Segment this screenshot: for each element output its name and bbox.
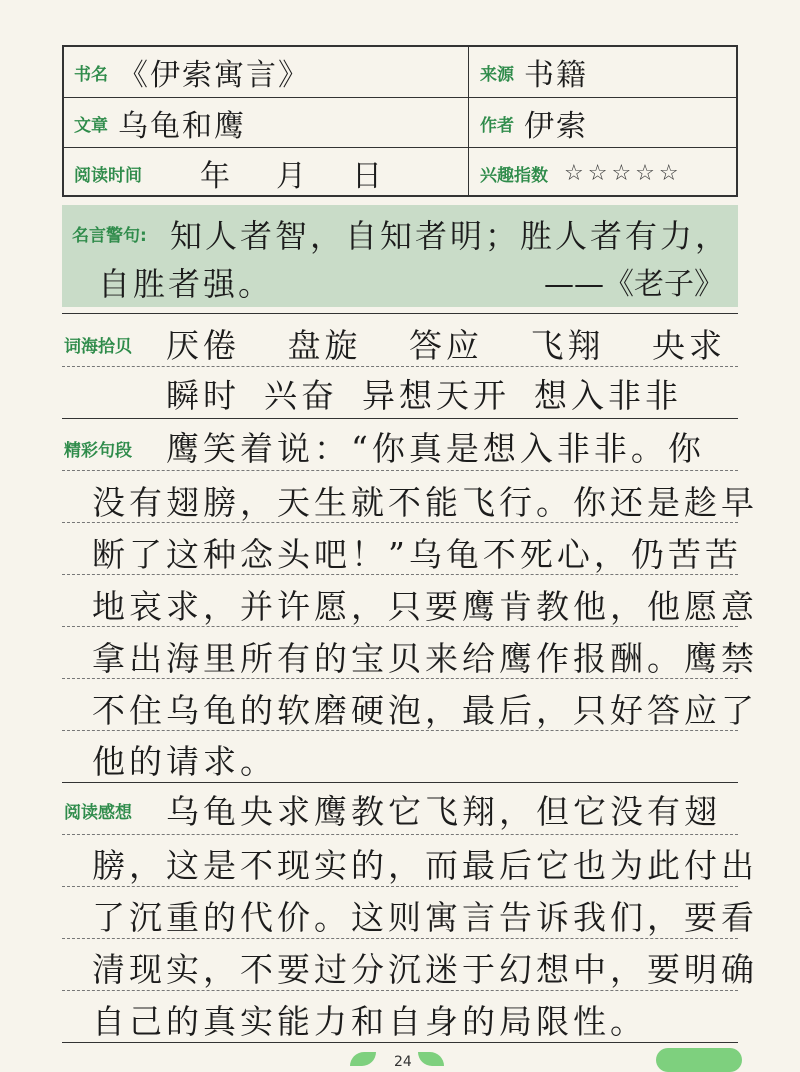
excerpt-line: 不住乌龟的软磨硬泡，最后，只好答应了 bbox=[92, 691, 758, 730]
quote-label: 名言警句: bbox=[72, 226, 147, 246]
dotted-rule bbox=[62, 574, 738, 575]
reflection-line: 清现实，不要过分沉迷于幻想中，要明确 bbox=[92, 950, 758, 989]
article-cell bbox=[64, 98, 246, 148]
excerpt-line: 鹰笑着说：“你真是想入非非。你 bbox=[166, 429, 705, 468]
leaf-right-icon bbox=[418, 1052, 444, 1066]
excerpt-line: 他的请求。 bbox=[92, 742, 277, 781]
dotted-rule bbox=[62, 990, 738, 991]
star-rating-icon: ☆☆☆☆☆ bbox=[564, 160, 683, 186]
dotted-rule bbox=[62, 678, 738, 679]
article-row bbox=[64, 97, 736, 148]
dotted-rule bbox=[62, 938, 738, 939]
month-label: 月 bbox=[276, 159, 308, 194]
time-row bbox=[64, 147, 736, 198]
book-value: 《伊索寓言》 bbox=[118, 58, 310, 93]
time-cell bbox=[64, 148, 468, 198]
time-label: 阅读时间 bbox=[74, 165, 142, 186]
article-label: 文章 bbox=[74, 115, 108, 136]
author-cell bbox=[470, 98, 588, 148]
word-item: 飞翔 bbox=[530, 326, 605, 365]
book-label: 书名 bbox=[74, 64, 108, 85]
source-label: 来源 bbox=[480, 64, 514, 85]
dotted-rule bbox=[62, 834, 738, 835]
page-number: 24 bbox=[394, 1054, 412, 1070]
word-item: 央求 bbox=[652, 326, 726, 365]
dotted-rule bbox=[62, 730, 738, 731]
excerpt-line: 断了这种念头吧！”乌龟不死心，仍苦苦 bbox=[92, 535, 742, 574]
reflection-label: 阅读感想 bbox=[64, 803, 132, 823]
word-item: 厌倦 bbox=[166, 326, 240, 365]
day-label: 日 bbox=[352, 159, 384, 194]
interest-cell bbox=[470, 148, 683, 198]
quote-line-1: 知人者智，自知者明；胜人者有力， bbox=[170, 217, 731, 255]
author-label: 作者 bbox=[480, 115, 514, 136]
dotted-rule bbox=[62, 366, 738, 367]
dotted-rule bbox=[62, 522, 738, 523]
quote-box bbox=[62, 205, 738, 307]
section-rule bbox=[62, 782, 738, 783]
word-item: 异想天开 bbox=[362, 376, 510, 415]
decoration-blob bbox=[656, 1048, 742, 1072]
dotted-rule bbox=[62, 886, 738, 887]
word-item: 答应 bbox=[409, 326, 483, 365]
year-label: 年 bbox=[200, 159, 232, 194]
word-item: 想入非非 bbox=[534, 376, 682, 415]
excerpt-line: 地哀求，并许愿，只要鹰肯教他，他愿意 bbox=[92, 587, 758, 626]
book-row bbox=[64, 47, 736, 97]
words-label: 词海拾贝 bbox=[64, 337, 132, 357]
reflection-line: 自己的真实能力和自身的局限性。 bbox=[92, 1002, 647, 1041]
source-cell bbox=[470, 47, 588, 97]
reflection-line: 乌龟央求鹰教它飞翔，但它没有翅 bbox=[166, 792, 721, 831]
words-line-2 bbox=[166, 370, 682, 417]
article-value: 乌龟和鹰 bbox=[118, 109, 246, 144]
excerpt-line: 没有翅膀，天生就不能飞行。你还是趁早 bbox=[92, 483, 758, 522]
dotted-rule bbox=[62, 626, 738, 627]
reflection-line: 了沉重的代价。这则寓言告诉我们，要看 bbox=[92, 898, 758, 937]
section-rule bbox=[62, 418, 738, 419]
author-value: 伊索 bbox=[524, 109, 588, 144]
dotted-rule bbox=[62, 470, 738, 471]
reflection-line: 膀，这是不现实的，而最后它也为此付出 bbox=[92, 846, 758, 885]
book-cell bbox=[64, 47, 310, 97]
words-line-1 bbox=[166, 320, 726, 367]
interest-label: 兴趣指数 bbox=[480, 165, 548, 186]
word-item: 瞬时 bbox=[166, 376, 240, 415]
reading-info-table bbox=[62, 45, 738, 197]
excerpt-label: 精彩句段 bbox=[64, 441, 132, 461]
leaf-left-icon bbox=[350, 1052, 376, 1066]
quote-line-2: 自胜者强。 bbox=[98, 265, 274, 303]
word-item: 盘旋 bbox=[287, 326, 362, 365]
excerpt-line: 拿出海里所有的宝贝来给鹰作报酬。鹰禁 bbox=[92, 639, 758, 678]
word-item: 兴奋 bbox=[264, 376, 338, 415]
section-rule bbox=[62, 1042, 738, 1043]
section-rule bbox=[62, 313, 738, 314]
source-value: 书籍 bbox=[524, 58, 588, 93]
quote-source: ——《老子》 bbox=[544, 267, 724, 302]
